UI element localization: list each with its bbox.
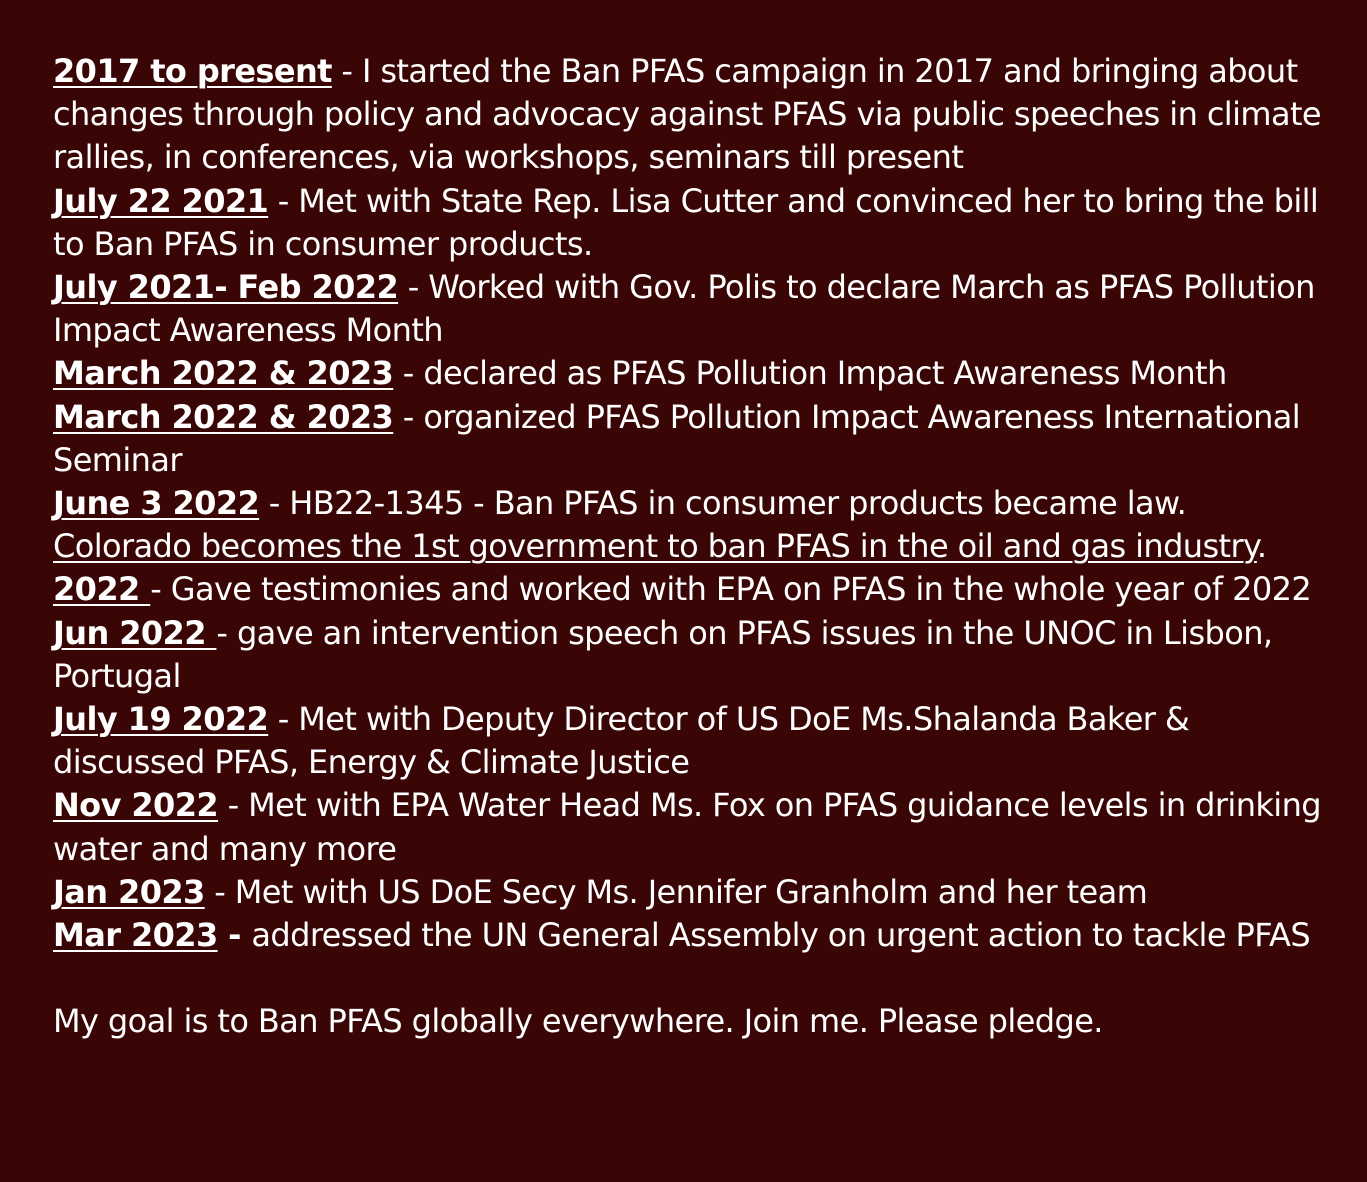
entry-text: HB22-1345 - Ban PFAS in consumer products became law. bbox=[289, 484, 1187, 523]
colorado-ban-link[interactable]: Colorado becomes the 1st government to ban PFAS in the oil and gas industry bbox=[53, 527, 1257, 566]
entry-date: 2022 bbox=[53, 570, 151, 609]
entry-separator: - bbox=[216, 613, 237, 652]
timeline-entry bbox=[53, 482, 1333, 568]
timeline-entry bbox=[53, 698, 1333, 784]
timeline-entry bbox=[53, 784, 1333, 870]
entry-separator: - bbox=[150, 570, 171, 609]
timeline-entry bbox=[53, 352, 1333, 395]
link-suffix: . bbox=[1256, 527, 1267, 566]
entry-separator: - bbox=[393, 397, 424, 436]
timeline-entry bbox=[53, 612, 1333, 698]
entry-separator: - bbox=[268, 700, 299, 739]
entry-date: Mar 2023 bbox=[53, 916, 218, 955]
entry-text: Worked with Gov. Polis to declare March as PFAS Pollution Impact Awareness Month bbox=[53, 268, 1315, 350]
entry-separator: - bbox=[217, 916, 252, 955]
entry-date: July 22 2021 bbox=[53, 181, 269, 220]
entry-text: Met with US DoE Secy Ms. Jennifer Granholm and her team bbox=[234, 872, 1148, 911]
entry-text: declared as PFAS Pollution Impact Awareness Month bbox=[423, 354, 1227, 393]
entry-separator: - bbox=[259, 484, 290, 523]
entry-text: Met with State Rep. Lisa Cutter and convinced her to bring the bill to Ban PFAS in consumer products. bbox=[53, 181, 1319, 263]
timeline-entry bbox=[53, 266, 1333, 352]
timeline-entry bbox=[53, 568, 1333, 611]
timeline-entry bbox=[53, 396, 1333, 482]
entry-date: March 2022 & 2023 bbox=[53, 397, 394, 436]
entry-separator: - bbox=[218, 786, 249, 825]
closing-statement: My goal is to Ban PFAS globally everywhere. Join me. Please pledge. bbox=[53, 1002, 1103, 1041]
timeline-document bbox=[53, 50, 1333, 1044]
entry-separator: - bbox=[204, 872, 235, 911]
entry-text: Gave testimonies and worked with EPA on PFAS in the whole year of 2022 bbox=[170, 570, 1312, 609]
entry-text: gave an intervention speech on PFAS issues in the UNOC in Lisbon, Portugal bbox=[53, 613, 1273, 695]
entry-text: I started the Ban PFAS campaign in 2017 and bringing about changes through policy and advocacy against PFAS via public speeches in climate rallies, in conferences, via workshops, seminars till present bbox=[53, 52, 1322, 177]
entry-text: addressed the UN General Assembly on urgent action to tackle PFAS bbox=[251, 916, 1311, 955]
entry-separator: - bbox=[268, 181, 299, 220]
entry-separator: - bbox=[393, 354, 424, 393]
timeline-entry bbox=[53, 50, 1333, 180]
entry-text: Met with Deputy Director of US DoE Ms.Shalanda Baker & discussed PFAS, Energy & Climate Justice bbox=[53, 700, 1190, 782]
timeline-entry bbox=[53, 871, 1333, 914]
entry-date: Nov 2022 bbox=[53, 786, 219, 825]
entry-date: Jan 2023 bbox=[53, 872, 205, 911]
spacer bbox=[53, 957, 1333, 1000]
entry-date: July 2021- Feb 2022 bbox=[53, 268, 399, 307]
entry-separator: - bbox=[398, 268, 429, 307]
entry-date: March 2022 & 2023 bbox=[53, 354, 394, 393]
entry-date: July 19 2022 bbox=[53, 700, 269, 739]
entry-text: organized PFAS Pollution Impact Awareness International Seminar bbox=[53, 397, 1301, 479]
entry-separator: - bbox=[331, 52, 362, 90]
entry-text: Met with EPA Water Head Ms. Fox on PFAS guidance levels in drinking water and many more bbox=[53, 786, 1321, 868]
entry-date: Jun 2022 bbox=[53, 613, 217, 652]
timeline-entry bbox=[53, 914, 1333, 957]
entry-date: June 3 2022 bbox=[53, 484, 260, 523]
timeline-entry bbox=[53, 180, 1333, 266]
entry-date: 2017 to present bbox=[53, 52, 332, 90]
